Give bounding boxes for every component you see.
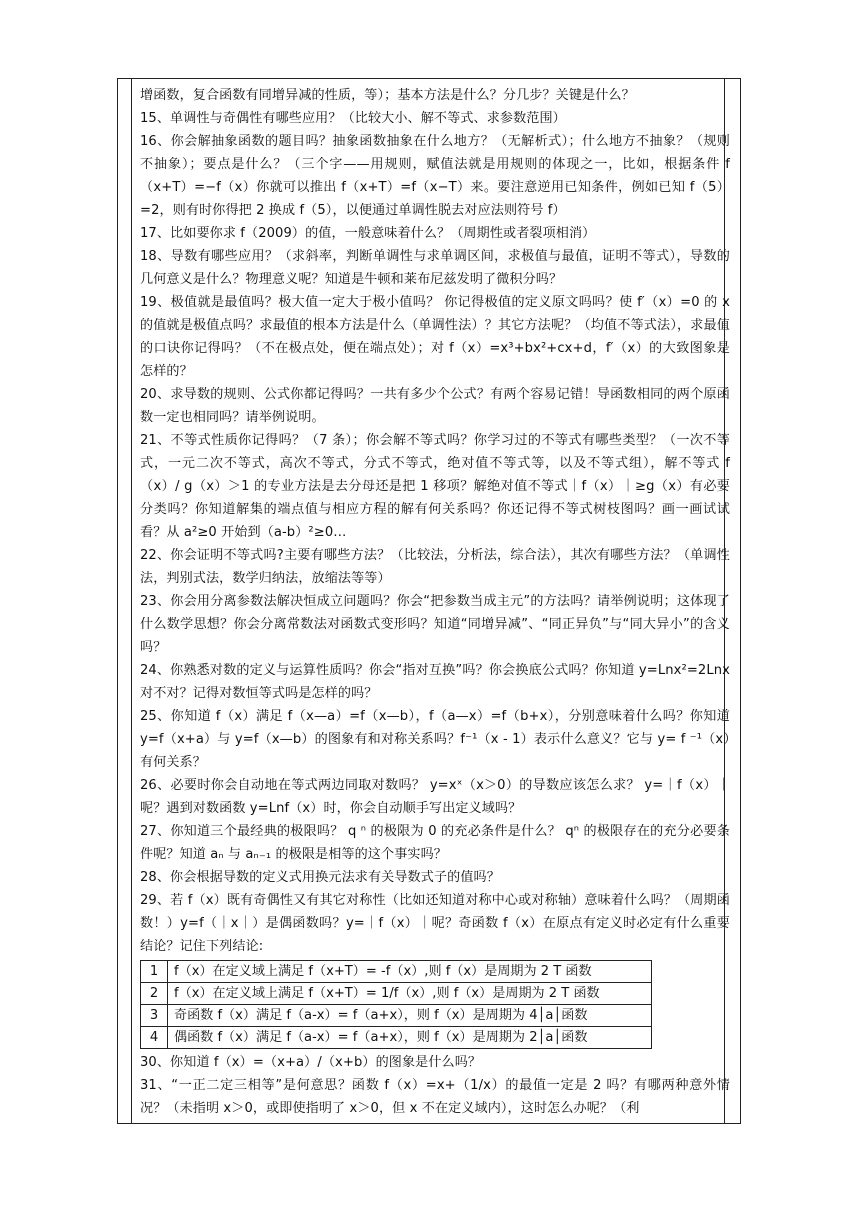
- rule-number: 3: [141, 1005, 168, 1027]
- table-row: [141, 961, 652, 983]
- paragraph: 25、你知道 f（x）满足 f（x—a）=f（x—b），f（a—x）=f（b+x），分别意味着什么吗？你知道 y=f（x+a）与 y=f（x—b）的图象有和对称关系吗？f⁻¹（x - 1）表示什么意义？它与 y= f ⁻¹（x）有何关系？: [140, 709, 730, 770]
- paragraph: 增函数，复合函数有同增异减的性质，等）；基本方法是什么？分几步？关键是什么？: [140, 88, 635, 103]
- paragraph: 19、极值就是最值吗？极大值一定大于极小值吗？ 你记得极值的定义原文吗吗？使 f′（x）=0 的 x 的值就是极值点吗？求最值的根本方法是什么（单调性法）？其它方法呢？（均值不等式法），求最值的口诀你记得吗？（不在极点处，便在端点处）；对 f（x）=x³+bx²+cx+d，f′（x）的大致图象是怎样的？: [140, 295, 730, 379]
- paragraph: 29、若 f（x）既有奇偶性又有其它对称性（比如还知道对称中心或对称轴）意味着什么吗？（周期函数！）y=f（｜x｜）是偶函数吗？y=｜f（x）｜呢？奇函数 f（x）在原点有定义时必定有什么重要结论？记住下列结论:: [140, 893, 730, 954]
- paragraph: 24、你熟悉对数的定义与运算性质吗？你会“指对互换”吗？你会换底公式吗？你知道 y=Lnx²=2Lnx 对不对？记得对数恒等式吗是怎样的吗？: [140, 663, 730, 701]
- border-bottom: [117, 1123, 741, 1124]
- paragraph: 16、你会解抽象函数的题目吗？抽象函数抽象在什么地方？（无解析式）；什么地方不抽象？（规则不抽象）；要点是什么？（三个字——用规则，赋值法就是用规则的体现之一，比如，根据条件 f（x+T）=−f（x）你就可以推出 f（x+T）=f（x−T）来。要注意逆用已知条件，例如已知 f（5）=2，则有时你得把 2 换成 f（5），以便通过单调性脱去对应法则符号 f）: [140, 134, 730, 218]
- table-row: [141, 1005, 652, 1027]
- paragraph: 30、你知道 f（x）=（x+a）/（x+b）的图象是什么吗？: [140, 1055, 482, 1070]
- border-left: [117, 78, 118, 1124]
- rule-text: 奇函数 f（x）满足 f（a-x）= f（a+x），则 f（x）是周期为 4│a│函数: [168, 1005, 652, 1027]
- rule-number: 1: [141, 961, 168, 983]
- rule-text: 偶函数 f（x）满足 f（a-x）= f（a+x），则 f（x）是周期为 2│a│函数: [168, 1027, 652, 1049]
- paragraph: 28、你会根据导数的定义式用换元法求有关导数式子的值吗？: [140, 870, 500, 885]
- border-right: [740, 78, 741, 1124]
- document-content: [140, 84, 730, 1120]
- paragraph: 20、求导数的规则、公式你都记得吗？一共有多少个公式？有两个容易记错！导函数相同的两个原函数一定也相同吗？请举例说明。: [140, 387, 730, 425]
- rule-text: f（x）在定义域上满足 f（x+T）= -f（x）,则 f（x）是周期为 2 T 函数: [168, 961, 652, 983]
- rule-number: 4: [141, 1027, 168, 1049]
- border-top: [117, 78, 741, 79]
- rule-text: f（x）在定义域上满足 f（x+T）= 1/f（x）,则 f（x）是周期为 2 T 函数: [168, 983, 652, 1005]
- rule-number: 2: [141, 983, 168, 1005]
- table-row: [141, 983, 652, 1005]
- paragraph: 27、你知道三个最经典的极限吗？ q ⁿ 的极限为 0 的充必条件是什么？ qⁿ 的极限存在的充分必要条件呢？知道 aₙ 与 aₙ₋₁ 的极限是相等的这个事实吗？: [140, 824, 730, 862]
- paragraph: 18、导数有哪些应用？（求斜率，判断单调性与求单调区间，求极值与最值，证明不等式），导数的几何意义是什么？物理意义呢？知道是牛顿和莱布尼兹发明了微积分吗？: [140, 249, 730, 287]
- paragraph: 17、比如要你求 f（2009）的值，一般意味着什么？（周期性或者裂项相消）: [140, 226, 596, 241]
- paragraph: 31、“一正二定三相等”是何意思？函数 f（x）=x+（1/x）的最值一定是 2 吗？有哪两种意外情况？（未指明 x＞0，或即使指明了 x＞0，但 x 不在定义域内），这时怎么办呢？（利: [140, 1078, 730, 1116]
- border-inner-left: [131, 78, 132, 1124]
- paragraph: 26、必要时你会自动地在等式两边同取对数吗？ y=xˣ（x＞0）的导数应该怎么求？ y=｜f（x）｜呢？遇到对数函数 y=Lnf（x）时，你会自动顺手写出定义域吗？: [140, 778, 730, 816]
- table-row: [141, 1027, 652, 1049]
- paragraph: 21、不等式性质你记得吗？（7 条）；你会解不等式吗？你学习过的不等式有哪些类型？（一次不等式，一元二次不等式，高次不等式，分式不等式，绝对值不等式等，以及不等式组），解不等式 f（x）/ g（x）＞1 的专业方法是去分母还是把 1 移项？解绝对值不等式｜f（x）｜≥g（x）有必要分类吗？你知道解集的端点值与相应方程的解有何关系吗？你还记得不等式树枝图吗？画一画试试看？从 a²≥0 开始到（a-b）²≥0…: [140, 433, 730, 540]
- periodicity-rules-table: [140, 960, 652, 1049]
- paragraph: 15、单调性与奇偶性有哪些应用？（比较大小、解不等式、求参数范围）: [140, 111, 566, 126]
- paragraph: 22、你会证明不等式吗?主要有哪些方法？（比较法，分析法，综合法），其次有哪些方法？（单调性法，判别式法，数学归纳法，放缩法等等）: [140, 548, 730, 586]
- paragraph: 23、你会用分离参数法解决恒成立问题吗？你会“把参数当成主元”的方法吗？请举例说明；这体现了什么数学思想？你会分离常数法对函数式变形吗？知道“同增异减”、“同正异负”与“同大异小”的含义吗？: [140, 594, 730, 655]
